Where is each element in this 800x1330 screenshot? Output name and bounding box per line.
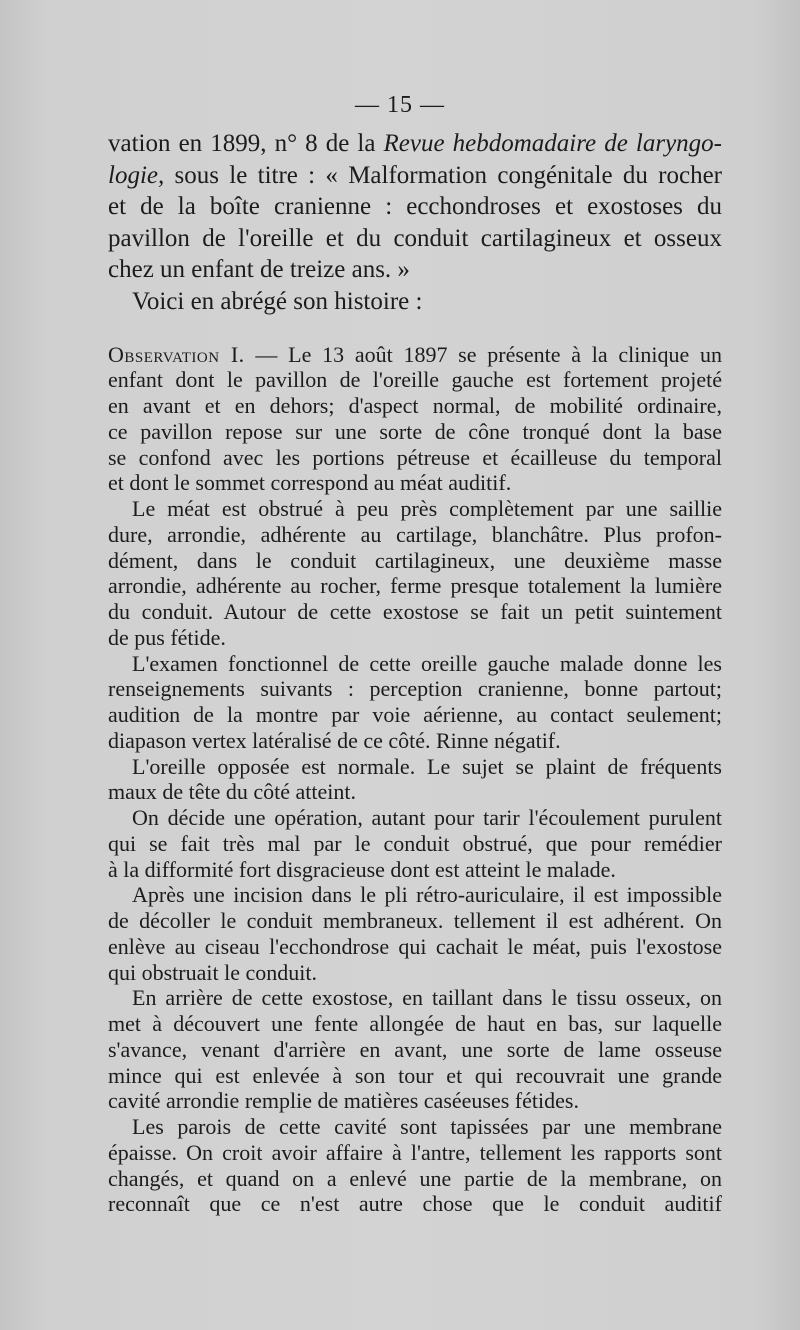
text-line: L'oreille opposée est normale. Le sujet se plaint de fréquents xyxy=(132,753,722,779)
text-line: enlève au ciseau l'ecchondrose qui cachait le méat, puis l'exostose xyxy=(108,933,722,959)
text-line: pavillon de l'oreille et du conduit cartilagineux et osseux xyxy=(108,224,722,252)
text-line: L'examen fonctionnel de cette oreille gauche malade donne les xyxy=(132,650,722,676)
journal-title-end: logie, xyxy=(108,161,165,189)
intro-paragraph xyxy=(108,128,722,318)
text-line: renseignements suivants : perception cranienne, bonne partout; xyxy=(108,676,722,702)
observation-heading: Observation I. xyxy=(108,341,245,367)
text-line: audition de la montre par voie aérienne, au contact seulement; xyxy=(108,702,722,728)
text-line: épaisse. On croit avoir affaire à l'antre, tellement les rapports sont xyxy=(108,1139,722,1165)
journal-title: Revue hebdomadaire de laryngo- xyxy=(383,130,722,157)
text-line: se confond avec les portions pétreuse et écailleuse du temporal xyxy=(108,444,722,470)
page-number: — 15 — xyxy=(355,92,445,118)
text-line: et de la boîte cranienne : ecchondroses et exostoses du xyxy=(108,193,722,221)
text-line: On décide une opération, autant pour tarir l'écoulement purulent xyxy=(132,805,722,831)
text-line: et dont le sommet correspond au méat auditif. xyxy=(108,470,512,496)
text-line: Observation I. — Le 13 août 1897 se présente à la clinique un xyxy=(108,341,723,367)
text-line: Après une incision dans le pli rétro-auriculaire, il est impossible xyxy=(132,882,722,908)
text-line: logie, sous le titre : « Malformation congénitale du rocher xyxy=(108,161,722,189)
text-line: mince qui est enlevée à son tour et qui recouvrait une grande xyxy=(108,1062,722,1088)
text-line: de décoller le conduit membraneux. tellement il est adhérent. On xyxy=(108,908,722,934)
text-line: Le méat est obstrué à peu près complètement par une saillie xyxy=(132,496,722,522)
text-line: dure, arrondie, adhérente au cartilage, blanchâtre. Plus profon- xyxy=(108,521,722,547)
text-line: cavité arrondie remplie de matières caséeuses fétides. xyxy=(108,1088,579,1114)
text-line: En arrière de cette exostose, en taillant dans le tissu osseux, on xyxy=(132,985,722,1011)
text-line: diapason vertex latéralisé de ce côté. Rinne négatif. xyxy=(108,727,561,753)
text-line: dément, dans le conduit cartilagineux, une deuxième masse xyxy=(108,547,722,573)
observation-body xyxy=(108,342,722,1218)
text-line: reconnaît que ce n'est autre chose que le conduit auditif xyxy=(108,1191,722,1217)
text-line: à la difformité fort disgracieuse dont est atteint le malade. xyxy=(108,856,616,882)
text-line: changés, et quand on a enlevé une partie de la membrane, on xyxy=(108,1165,722,1191)
text-line: enfant dont le pavillon de l'oreille gauche est fortement projeté xyxy=(108,367,722,393)
text-line: du conduit. Autour de cette exostose se fait un petit suintement xyxy=(108,599,722,625)
text-line: de pus fétide. xyxy=(108,624,226,650)
text-line: vation en 1899, n° 8 de la Revue hebdomadaire de laryngo- xyxy=(108,130,722,157)
text-line: Les parois de cette cavité sont tapissées par une membrane xyxy=(132,1114,722,1140)
text-line: s'avance, venant d'arrière en avant, une sorte de lame osseuse xyxy=(108,1036,722,1062)
text-line: qui se fait très mal par le conduit obstrué, que pour remédier xyxy=(108,830,722,856)
text-line: en avant et en dehors; d'aspect normal, de mobilité ordinaire, xyxy=(108,393,722,419)
text-line: arrondie, adhérente au rocher, ferme presque totalement la lumière xyxy=(108,573,722,599)
text-line: chez un enfant de treize ans. » xyxy=(108,256,410,284)
text-line: maux de tête du côté atteint. xyxy=(108,779,357,805)
text-line: ce pavillon repose sur une sorte de cône tronqué dont la base xyxy=(108,418,722,444)
text-line: Voici en abrégé son histoire : xyxy=(132,287,423,315)
text-line: qui obstruait le conduit. xyxy=(108,959,317,985)
text-line: met à découvert une fente allongée de haut en bas, sur laquelle xyxy=(108,1011,722,1037)
page-text xyxy=(108,128,722,1217)
